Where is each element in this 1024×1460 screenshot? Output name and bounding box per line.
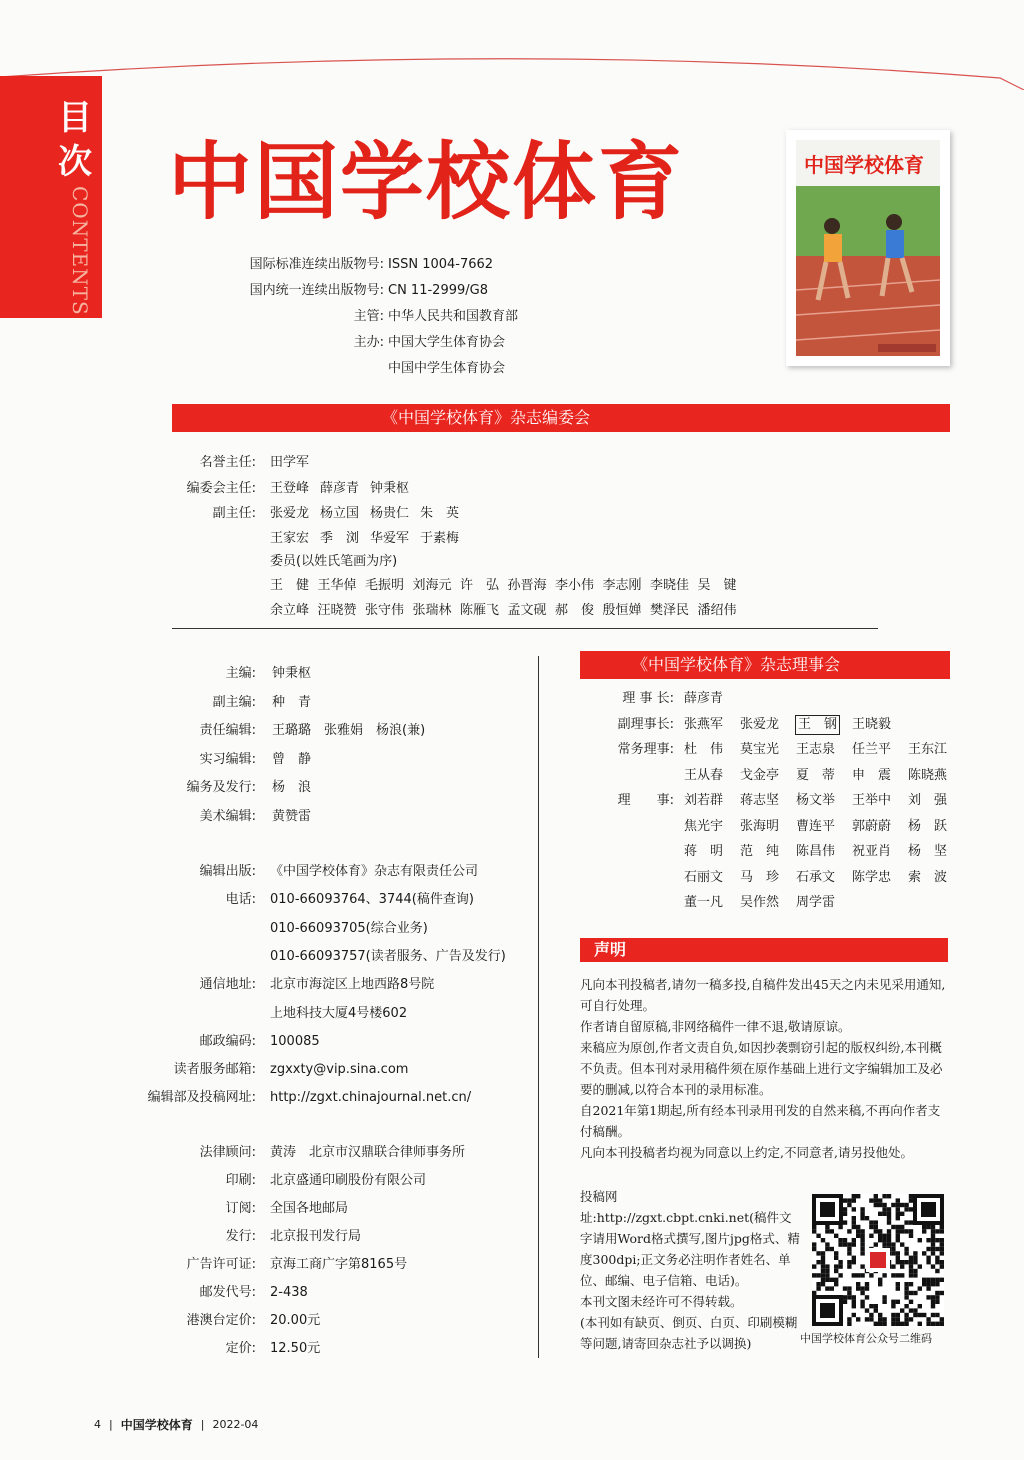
council-member-name: 陈学忠 [852,869,892,885]
staff-value: 曾 静 [272,751,312,767]
council-member-name: 莫宝光 [740,742,780,757]
board-member-name: 田学军 [270,455,310,470]
council-member-name: 陈昌伟 [796,844,836,859]
legal-value: 黄涛 北京市汉鼎联合律师事务所 [270,1145,466,1160]
pubinfo-row [236,252,518,278]
cover-illustration [786,130,950,366]
board-member-name: 余立峰 [270,603,310,618]
statement-paragraph: 投稿网址:http://zgxt.cbpt.cnki.net(稿件文字请用Word格式撰写,图片jpg格式、精度300dpi;正文务必注明作者姓名、单位、邮编、电子信箱、电话)。 [580,1189,800,1288]
council-member-name: 王举中 [852,793,892,808]
publisher-value: zgxxty@vip.sina.com [270,1062,409,1078]
pubinfo-value: 中华人民共和国教育部 [388,309,519,324]
side-tab-title: 目次 [58,98,92,182]
pubinfo-row [236,278,518,304]
publisher-label: 编辑出版: [199,864,256,879]
board-member-name: 张守伟 [365,603,405,618]
cover-title: 中国学校体育 [804,153,924,177]
council-member-name: 戈金亭 [740,767,780,783]
board-member-name: 殷恒婵 [602,603,642,618]
council-role-label: 副理事长: [617,716,674,732]
publisher-value: 《中国学校体育》杂志有限责任公司 [270,864,479,879]
staff-value: 王璐璐 张雅娟 杨浪(兼) [272,723,426,738]
staff-value: 杨 浪 [272,780,312,795]
pubinfo-row [236,356,518,382]
legal-label: 订阅: [225,1201,256,1216]
legal-value: 12.50元 [270,1341,321,1356]
legal-value: 2-438 [270,1285,308,1300]
masthead-logo: 中国学校体育 [168,132,685,231]
statement-paragraph: 作者请自留原稿,非网络稿件一律不退,敬请原谅。 [580,1019,851,1034]
council-member-name: 董一凡 [684,895,724,910]
publisher-label: 电话: [225,892,256,908]
publisher-value: 010-66093705(综合业务) [270,920,428,936]
board-member-name: 吴 键 [697,578,737,593]
staff-label: 主编: [225,666,256,681]
publisher-value: 100085 [270,1033,320,1049]
publication-info [236,252,518,382]
council-member-name: 马 珍 [740,869,780,885]
board-member-name: 杨贵仁 [370,506,410,521]
council-role-label: 常务理事: [617,742,674,757]
council-member-name: 王晓毅 [852,716,892,732]
pubinfo-value: ISSN 1004-7662 [388,257,494,272]
legal-label: 定价: [225,1341,256,1356]
pubinfo-label: 主管: [353,309,384,324]
page-number: 4 [94,1418,101,1431]
council-member-name: 任兰平 [852,742,892,757]
board-member-name: 樊泽民 [650,603,690,618]
council-member-name: 石承文 [796,869,836,885]
council-member-name: 王志泉 [796,742,836,757]
pubinfo-value: CN 11-2999/G8 [388,283,488,298]
council-member-name: 杨 坚 [908,844,948,859]
council-member-name: 薛彦青 [684,691,724,706]
board-member-name: 李志刚 [602,578,642,593]
legal-value: 20.00元 [270,1313,321,1328]
council-member-name: 蒋 明 [684,844,724,859]
board-member-name: 王华倬 [317,578,357,593]
footer-divider: | [200,1418,205,1431]
page-edge-curve [0,0,1024,90]
board-member-name: 毛振明 [365,578,405,593]
board-member-name: 李小伟 [555,578,595,593]
board-member-name: 陈雁飞 [460,603,500,618]
statement-header [580,938,948,962]
council-member-name: 祝亚肖 [852,844,892,859]
legal-value: 京海工商广字第8165号 [270,1257,408,1272]
board-member-name: 薛彦青 [320,481,360,496]
cover-thumbnail [786,130,950,366]
council-member-name: 范 纯 [740,844,780,859]
staff-value: 种 青 [272,694,312,710]
publisher-value: 北京市海淀区上地西路8号院 [270,977,435,993]
legal-label: 港澳台定价: [186,1313,256,1328]
statement-paragraph: 本刊文图未经许可不得转载。 [580,1294,743,1309]
staff-label: 副主编: [212,694,256,710]
publisher-value: 上地科技大厦4号楼602 [270,1005,408,1021]
statement-paragraph: 自2021年第1期起,所有经本刊录用刊发的自然来稿,不再向作者支付稿酬。 [580,1103,941,1139]
council-member-name: 张爱龙 [740,716,780,732]
qr-caption: 中国学校体育公众号二维码 [800,1332,932,1345]
board-member-name: 杨立国 [320,506,360,521]
board-member-name: 汪晓赞 [317,603,357,618]
council-member-name: 周学雷 [796,895,836,910]
pubinfo-value: 中国大学生体育协会 [388,335,506,350]
council-member-name: 焦光宇 [684,818,724,834]
statement-paragraph: 凡向本刊投稿者,请勿一稿多投,自稿件发出45天之内未见采用通知,可自行处理。 [580,977,946,1013]
staff-label: 责任编辑: [199,723,256,738]
council-member-name: 申 震 [852,767,892,783]
board-role-label: 副主任: [212,506,256,521]
publisher-label: 编辑部及投稿网址: [147,1090,256,1106]
legal-label: 邮发代号: [199,1285,256,1300]
footer-logo: 中国学校体育 [120,1418,193,1432]
board-member-name: 华爱军 [370,531,410,546]
board-member-name: 郝 俊 [555,603,595,618]
council-role-label: 理 事: [617,793,674,808]
board-member-name: 孟文砚 [507,603,547,618]
pubinfo-label: 国际标准连续出版物号: [249,257,384,272]
council-header [580,651,950,679]
publisher-label: 通信地址: [199,977,256,993]
pubinfo-label: 国内统一连续出版物号: [249,283,384,298]
council-member-name: 蒋志坚 [740,793,780,808]
board-member-name: 季 浏 [320,531,360,546]
footer-issue: 2022-04 [212,1418,259,1431]
column-divider [538,656,539,1358]
publisher-value: http://zgxt.chinajournal.net.cn/ [270,1090,472,1106]
council-member-name: 陈晓燕 [908,767,948,783]
statement-paragraph: (本刊如有缺页、倒页、白页、印刷模糊等问题,请寄回杂志社予以调换) [580,1315,798,1351]
editorial-board-title: 《中国学校体育》杂志编委会 [382,408,591,427]
legal-value: 北京报刊发行局 [270,1229,362,1244]
council-member-name: 刘 强 [908,793,948,808]
legal-value: 北京盛通印刷股份有限公司 [270,1173,427,1188]
board-role-label: 名誉主任: [199,455,256,470]
statement-paragraph: 来稿应为原创,作者文责自负,如因抄袭剽窃引起的版权纠纷,本刊概不负责。但本刊对录用稿件须在原作基础上进行文字编辑加工及必要的删减,以符合本刊的录用标准。 [580,1040,943,1097]
council-member-name: 索 波 [908,869,948,885]
publisher-value: 010-66093764、3744(稿件查询) [270,892,474,908]
qr-code-image [812,1194,944,1326]
board-member-name: 许 弘 [460,578,500,593]
board-role-label: 编委会主任: [186,481,256,496]
council-member-name: 夏 蒂 [796,767,836,783]
council-member-name: 王 钢 [798,716,838,732]
council-member-name: 杜 伟 [684,742,724,757]
council-member-name: 杨文举 [796,793,836,808]
statement-text-narrow [580,1186,802,1354]
staff-label: 编务及发行: [186,780,256,795]
pubinfo-row [236,304,518,330]
legal-label: 广告许可证: [186,1257,256,1272]
board-member-name: 王家宏 [270,531,310,546]
legal-value: 全国各地邮局 [270,1201,349,1216]
pubinfo-row [236,330,518,356]
statement-title: 声明 [594,940,627,959]
board-member-name: 于素梅 [420,531,460,546]
board-member-name: 刘海元 [412,578,452,593]
board-member-name: 张爱龙 [270,506,310,521]
legal-label: 法律顾问: [199,1145,256,1160]
council-member-name: 石丽文 [684,869,724,885]
council-title: 《中国学校体育》杂志理事会 [632,655,841,674]
board-member-name: 朱 英 [420,506,460,521]
editorial-board-header [172,404,950,432]
statement-text [580,974,950,1163]
page-footer [94,1416,258,1433]
board-member-name: 王 健 [270,578,310,593]
staff-label: 实习编辑: [199,751,256,767]
board-member-name: 李晓佳 [650,578,690,593]
board-member-name: 钟秉枢 [370,481,410,496]
council-member-name: 刘若群 [684,793,724,808]
contents-side-tab [0,76,102,318]
publisher-value: 010-66093757(读者服务、广告及发行) [270,948,506,964]
council-member-name: 王从春 [684,767,724,783]
pubinfo-label [236,356,384,382]
board-member-name: 孙晋海 [507,578,547,593]
legal-label: 印刷: [225,1173,256,1188]
publisher-label: 读者服务邮箱: [173,1062,256,1078]
board-member-name: 潘绍伟 [697,603,737,618]
council-member-name: 王东江 [908,742,948,757]
pubinfo-value: 中国中学生体育协会 [388,361,506,376]
staff-label: 美术编辑: [199,808,256,824]
section-divider [172,628,878,629]
statement-paragraph: 凡向本刊投稿者均视为同意以上约定,不同意者,请另投他处。 [580,1145,913,1160]
council-role-label: 理 事 长: [622,691,674,706]
board-member-name: 王登峰 [270,481,310,496]
council-member-name: 杨 跃 [908,818,948,834]
publisher-label: 邮政编码: [199,1033,256,1049]
side-tab-subtitle: CONTENTS [68,186,92,316]
legal-label: 发行: [225,1229,256,1244]
council-member-name: 郭蔚蔚 [852,818,892,834]
council-member-name: 张燕军 [684,716,724,732]
board-member-name: 张瑞林 [412,603,452,618]
footer-divider: | [109,1418,113,1431]
pubinfo-label: 主办: [353,335,384,350]
council-member-name: 吴作然 [740,895,780,910]
council-member-name: 曹连平 [796,818,836,834]
staff-value: 黄赞雷 [272,808,312,824]
board-members-label: 委员(以姓氏笔画为序) [270,554,398,569]
council-member-name: 张海明 [740,818,780,834]
staff-value: 钟秉枢 [272,666,312,681]
